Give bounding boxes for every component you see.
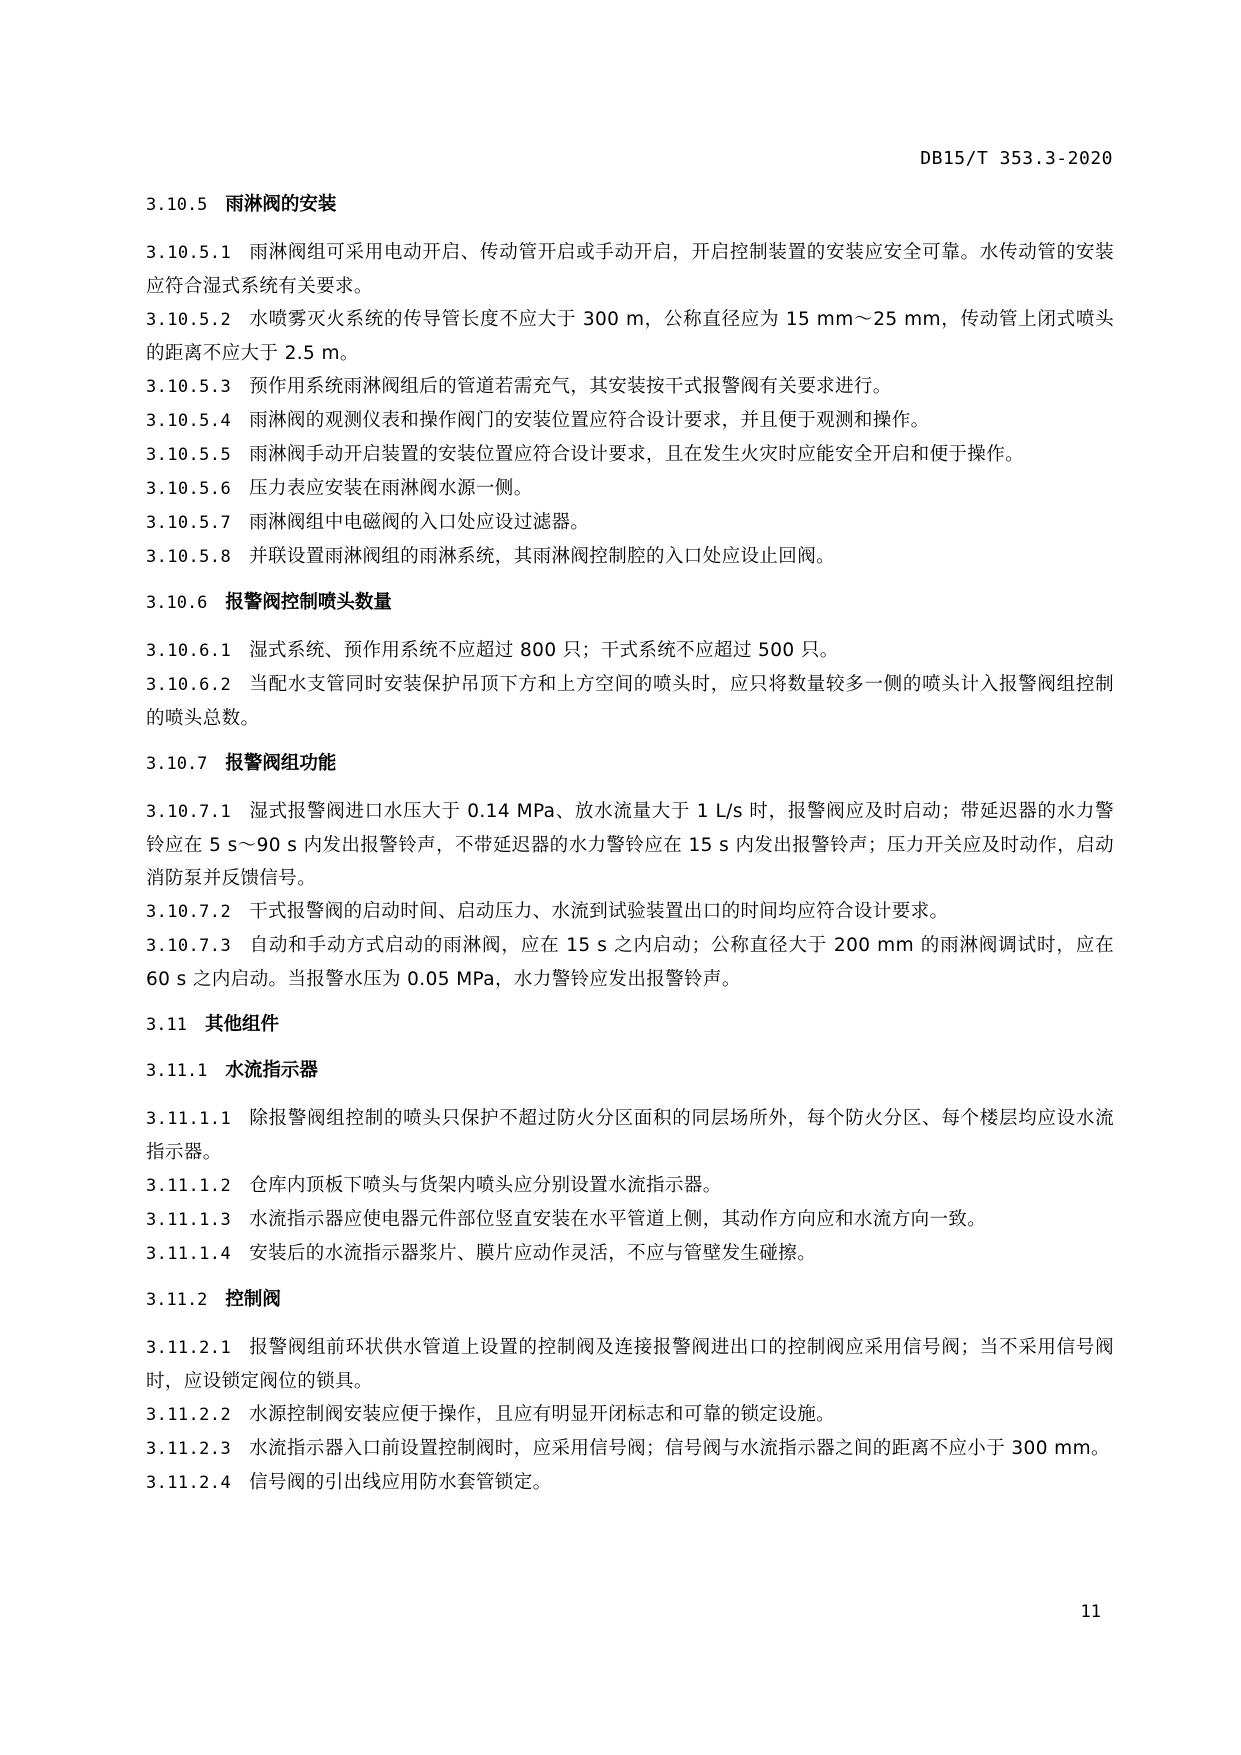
- section-number: 3.11.1: [146, 1061, 208, 1081]
- clause-text: 水喷雾灭火系统的传导管长度不应大于 300 m，公称直径应为 15 mm～25 mm，传动管上闭式喷头的距离不应大于 2.5 m。: [146, 309, 1114, 364]
- section-heading: [146, 747, 1114, 781]
- section-number: 3.10.6: [146, 593, 208, 613]
- clause: [146, 438, 1114, 472]
- clause-number: 3.10.5.3: [146, 377, 232, 397]
- clause: [146, 1169, 1114, 1203]
- clause: [146, 1398, 1114, 1432]
- section-heading: [146, 1283, 1114, 1317]
- clause: [146, 795, 1114, 895]
- clause: [146, 404, 1114, 438]
- clause-number: 3.10.5.1: [146, 243, 232, 263]
- clause-text: 仓库内顶板下喷头与货架内喷头应分别设置水流指示器。: [249, 1175, 722, 1196]
- clause-number: 3.11.2.2: [146, 1405, 232, 1425]
- clause-number: 3.10.6.2: [146, 675, 232, 695]
- clause-number: 3.10.5.5: [146, 445, 232, 465]
- clause-text: 雨淋阀组中电磁阀的入口处应设过滤器。: [249, 512, 590, 533]
- clause: [146, 236, 1114, 303]
- section-title: 雨淋阀的安装: [225, 194, 337, 215]
- clause-number: 3.11.2.4: [146, 1473, 232, 1493]
- section-heading: [146, 586, 1114, 620]
- clause-number: 3.10.5.7: [146, 513, 232, 533]
- clause: [146, 895, 1114, 929]
- clause-text: 干式报警阀的启动时间、启动压力、水流到试验装置出口的时间均应符合设计要求。: [249, 901, 949, 922]
- clause-text: 信号阀的引出线应用防水套管锁定。: [249, 1472, 552, 1493]
- clause-number: 3.10.7.1: [146, 802, 232, 822]
- clause-number: 3.10.5.4: [146, 411, 232, 431]
- clause-text: 雨淋阀的观测仪表和操作阀门的安装位置应符合设计要求，并且便于观测和操作。: [249, 410, 930, 431]
- clause-text: 压力表应安装在雨淋阀水源一侧。: [249, 478, 533, 499]
- section-title: 控制阀: [225, 1289, 281, 1310]
- section-title: 水流指示器: [225, 1060, 318, 1081]
- clause-text: 安装后的水流指示器浆片、膜片应动作灵活，不应与管壁发生碰擦。: [249, 1243, 817, 1264]
- document-body: [146, 188, 1114, 1500]
- clause: [146, 1466, 1114, 1500]
- clause-text: 湿式报警阀进口水压大于 0.14 MPa、放水流量大于 1 L/s 时，报警阀应及时启动；带延迟器的水力警铃应在 5 s～90 s 内发出报警铃声，不带延迟器的水力警铃应在 15 s 内发出报警铃声；压力开关应及时动作，启动消防泵并反馈信号。: [146, 801, 1114, 889]
- clause: [146, 506, 1114, 540]
- section-title: 报警阀控制喷头数量: [225, 592, 392, 613]
- section-number: 3.10.5: [146, 195, 208, 215]
- clause: [146, 540, 1114, 574]
- clause: [146, 472, 1114, 506]
- clause: [146, 370, 1114, 404]
- clause-text: 雨淋阀组可采用电动开启、传动管开启或手动开启，开启控制装置的安装应安全可靠。水传动管的安装应符合湿式系统有关要求。: [146, 242, 1114, 297]
- clause-number: 3.10.5.6: [146, 479, 232, 499]
- clause-number: 3.11.1.4: [146, 1244, 232, 1264]
- clause-number: 3.11.1.1: [146, 1109, 232, 1129]
- clause-text: 自动和手动方式启动的雨淋阀，应在 15 s 之内启动；公称直径大于 200 mm 的雨淋阀调试时，应在 60 s 之内启动。当报警水压为 0.05 MPa，水力警铃应发出报警铃声。: [146, 935, 1114, 990]
- clause: [146, 1102, 1114, 1169]
- clause-text: 报警阀组前环状供水管道上设置的控制阀及连接报警阀进出口的控制阀应采用信号阀；当不采用信号阀时，应设锁定阀位的锁具。: [146, 1337, 1114, 1392]
- clause-number: 3.11.2.3: [146, 1439, 232, 1459]
- clause-number: 3.10.5.8: [146, 547, 232, 567]
- clause: [146, 1432, 1114, 1466]
- clause: [146, 1237, 1114, 1271]
- section-number: 3.11: [146, 1015, 187, 1035]
- clause-number: 3.10.7.2: [146, 902, 232, 922]
- clause-number: 3.11.1.3: [146, 1210, 232, 1230]
- clause-number: 3.10.7.3: [146, 936, 232, 956]
- clause-text: 并联设置雨淋阀组的雨淋系统，其雨淋阀控制腔的入口处应设止回阀。: [249, 546, 835, 567]
- section-heading: [146, 1054, 1114, 1088]
- clause-text: 水流指示器入口前设置控制阀时，应采用信号阀；信号阀与水流指示器之间的距离不应小于 300 mm。: [249, 1438, 1110, 1459]
- clause-text: 当配水支管同时安装保护吊顶下方和上方空间的喷头时，应只将数量较多一侧的喷头计入报警阀组控制的喷头总数。: [146, 674, 1114, 729]
- clause-text: 湿式系统、预作用系统不应超过 800 只；干式系统不应超过 500 只。: [249, 640, 839, 661]
- section-number: 3.11.2: [146, 1290, 208, 1310]
- section-number: 3.10.7: [146, 754, 208, 774]
- page-number: 11: [1080, 1602, 1101, 1622]
- clause-text: 雨淋阀手动开启装置的安装位置应符合设计要求，且在发生火灾时应能安全开启和便于操作。: [249, 444, 1024, 465]
- clause-number: 3.10.5.2: [146, 310, 232, 330]
- section-title: 报警阀组功能: [225, 753, 337, 774]
- clause: [146, 1331, 1114, 1398]
- clause: [146, 1203, 1114, 1237]
- section-heading: [146, 188, 1114, 222]
- clause: [146, 668, 1114, 735]
- clause-text: 水源控制阀安装应便于操作，且应有明显开闭标志和可靠的锁定设施。: [249, 1404, 835, 1425]
- clause-number: 3.11.1.2: [146, 1176, 232, 1196]
- clause-text: 除报警阀组控制的喷头只保护不超过防火分区面积的同层场所外，每个防火分区、每个楼层均应设水流指示器。: [146, 1108, 1114, 1163]
- chapter-heading: [146, 1008, 1114, 1042]
- clause-number: 3.10.6.1: [146, 641, 232, 661]
- clause-text: 水流指示器应使电器元件部位竖直安装在水平管道上侧，其动作方向应和水流方向一致。: [249, 1209, 987, 1230]
- document-code: DB15/T 353.3-2020: [920, 148, 1113, 169]
- clause: [146, 303, 1114, 370]
- clause: [146, 634, 1114, 668]
- clause-number: 3.11.2.1: [146, 1338, 232, 1358]
- clause: [146, 929, 1114, 996]
- section-title: 其他组件: [204, 1014, 279, 1035]
- clause-text: 预作用系统雨淋阀组后的管道若需充气，其安装按干式报警阀有关要求进行。: [249, 376, 892, 397]
